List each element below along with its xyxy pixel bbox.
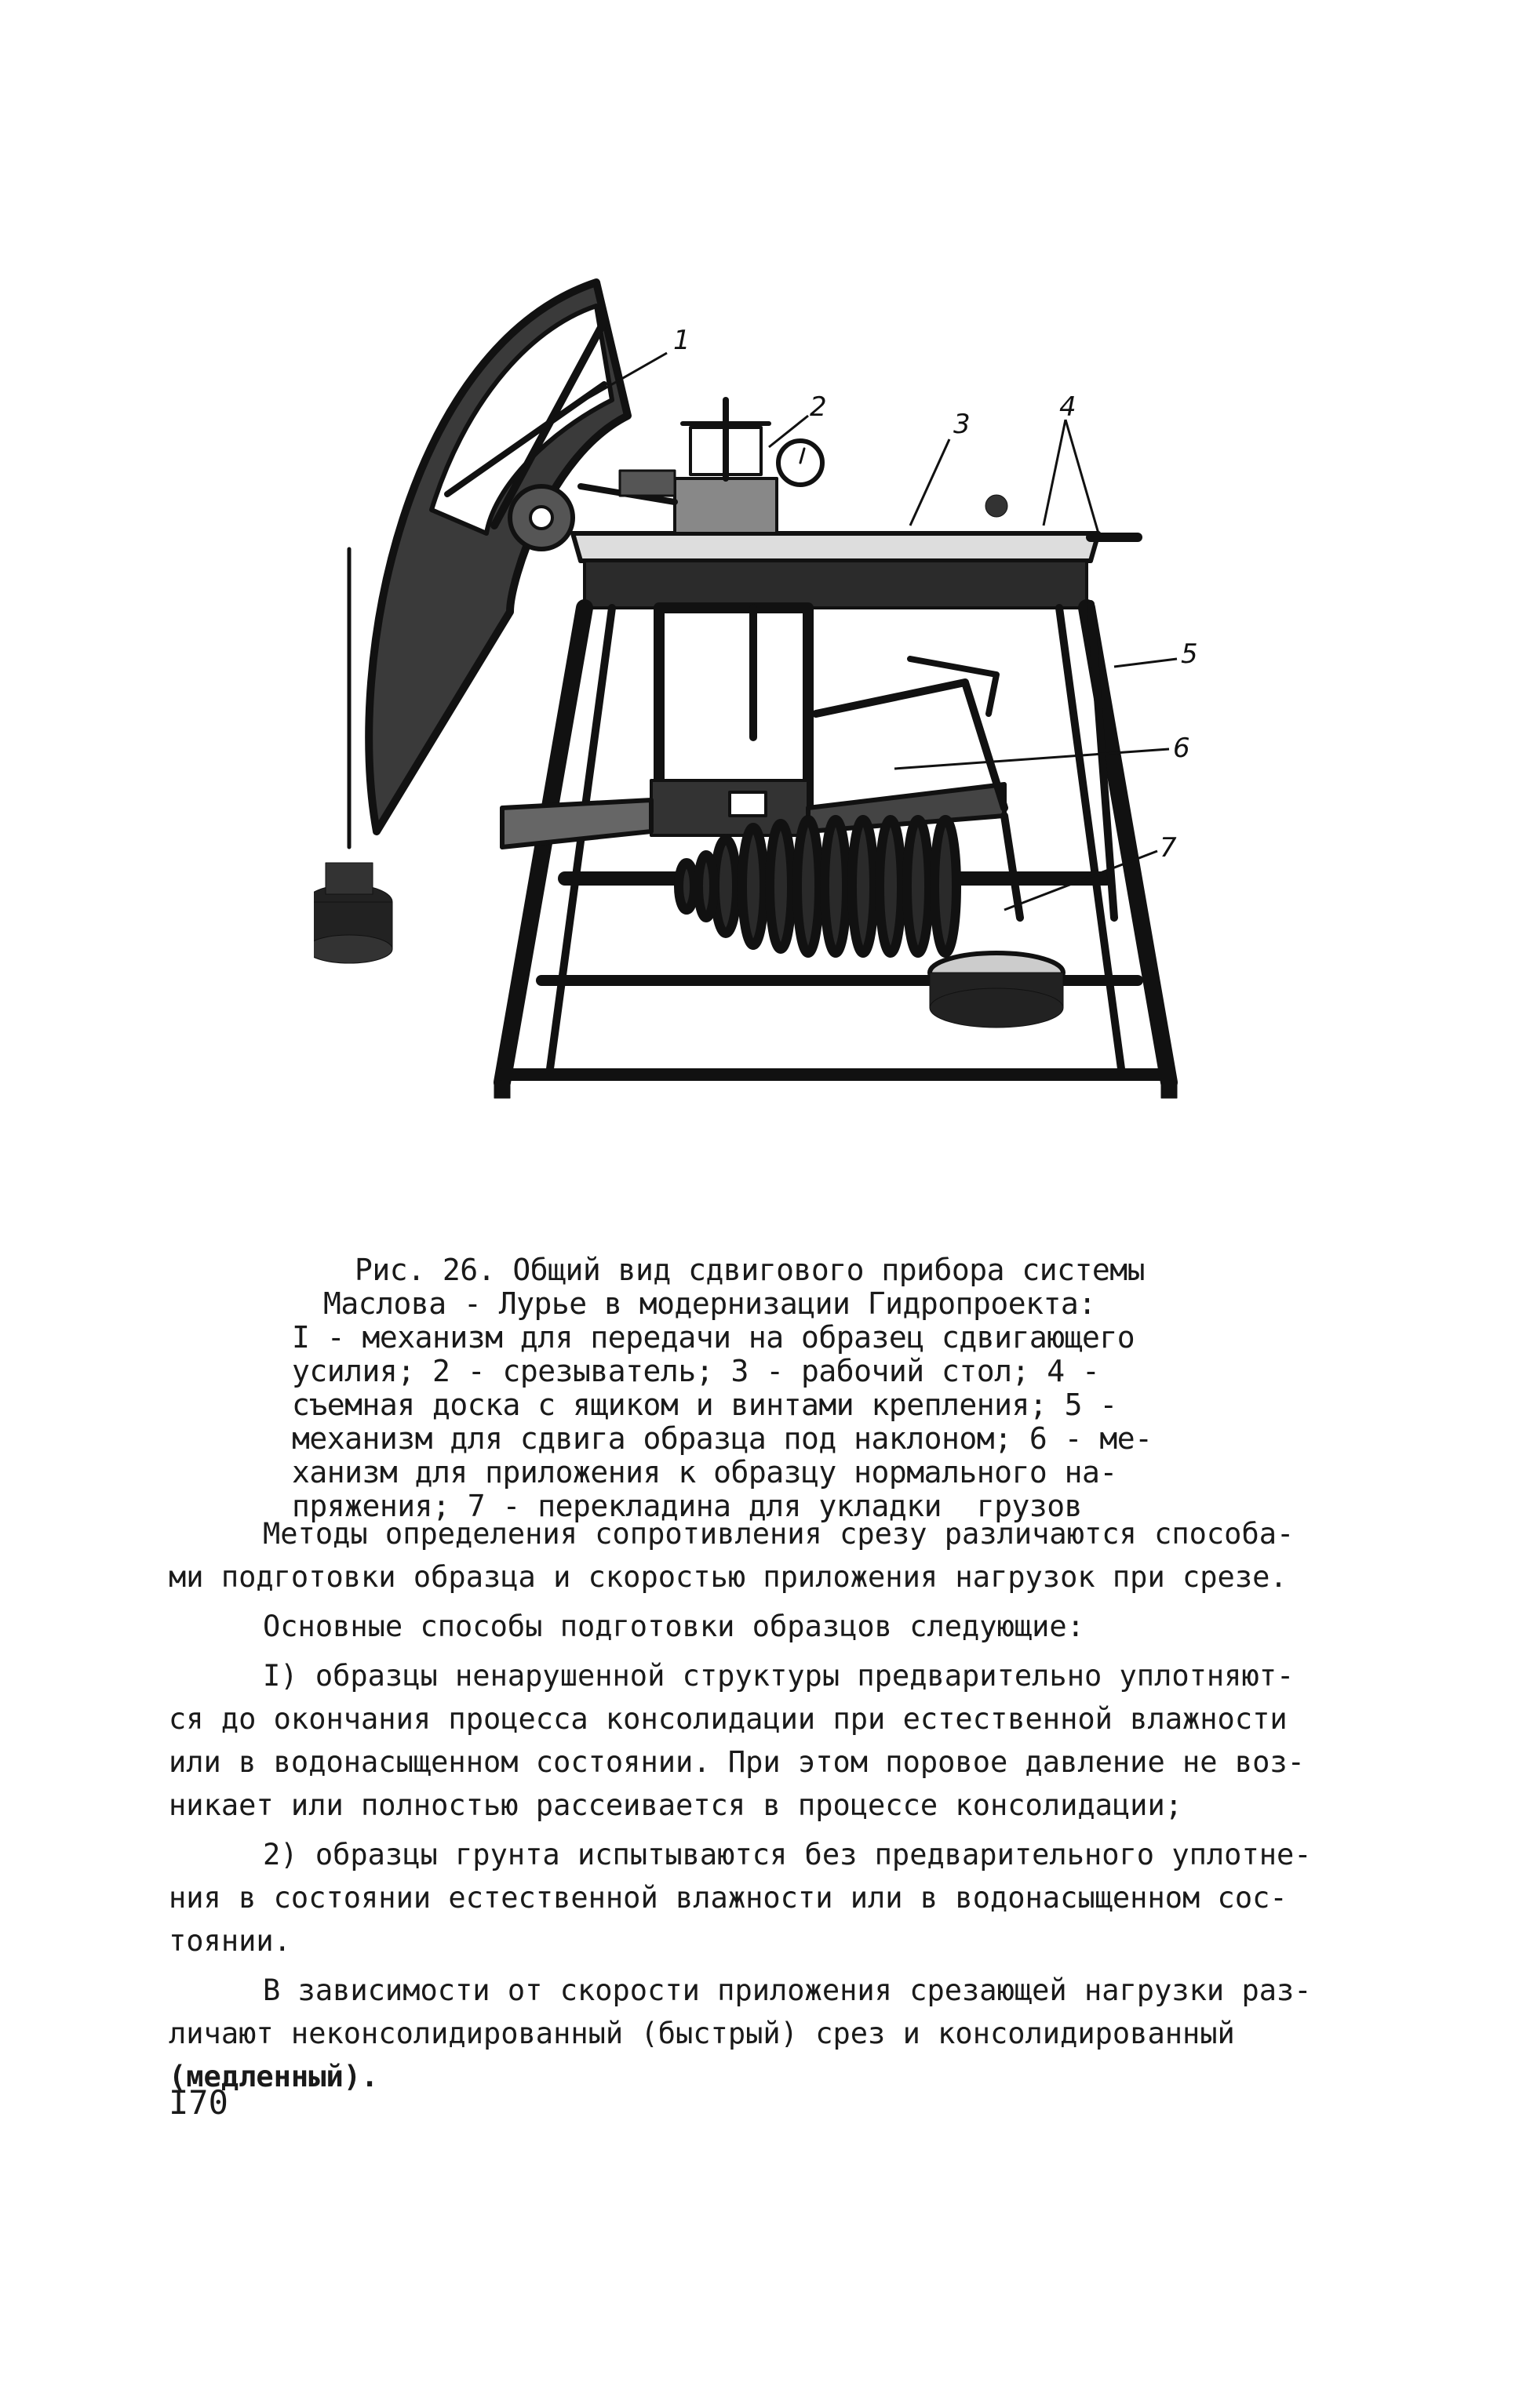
- text-line: личают неконсолидированный (быстрый) срез и консолидированный: [169, 2017, 1235, 2050]
- apparatus-figure: [314, 267, 1208, 1247]
- text-line: I) образцы ненарушенной структуры предварительно уплотняют-: [263, 1659, 1295, 1693]
- text-line: или в водонасыщенном состоянии. При этом поровое давление не воз-: [169, 1745, 1305, 1779]
- caption-line: Маслова - Лурье в модернизации Гидропроекта:: [323, 1286, 1096, 1321]
- caption-line: механизм для сдвига образца под наклоном; 6 - ме-: [292, 1421, 1153, 1456]
- figure-label-5: 5: [1181, 638, 1198, 670]
- paragraph: [169, 1512, 1377, 1599]
- page-number: I70: [169, 2083, 228, 2122]
- caption-line: ханизм для приложения к образцу нормального на-: [292, 1455, 1117, 1490]
- text-line: (медленный).: [169, 2060, 379, 2093]
- text-line: ми подготовки образца и скоростью приложения нагрузок при срезе.: [169, 1560, 1288, 1594]
- text-line: ния в состоянии естественной влажности или в водонасыщенном сос-: [169, 1881, 1288, 1915]
- text-line: 2) образцы грунта испытываются без предварительного уплотне-: [263, 1838, 1312, 1871]
- figure-caption: [292, 1253, 1241, 1523]
- paragraph: [169, 1605, 1377, 1648]
- caption-line: усилия; 2 - срезыватель; 3 - рабочий стол; 4 -: [292, 1354, 1100, 1388]
- figure-label-3: 3: [953, 409, 971, 440]
- text-line: Основные способы подготовки образцов следующие:: [263, 1610, 1084, 1643]
- figure-label-7: 7: [1160, 832, 1177, 864]
- figure-label-4: 4: [1059, 391, 1076, 423]
- text-line: ся до окончания процесса консолидации при естественной влажности: [169, 1702, 1288, 1736]
- text-line: тоянии.: [169, 1924, 291, 1958]
- shear-apparatus-illustration: [314, 267, 1208, 1247]
- text-line: В зависимости от скорости приложения срезающей нагрузки раз-: [263, 1973, 1312, 2007]
- figure-label-1: 1: [673, 325, 690, 356]
- paragraph: [169, 1654, 1377, 1827]
- paragraph: [169, 1833, 1377, 1962]
- caption-line: пряжения; 7 - перекладина для укладки грузов: [292, 1489, 1083, 1523]
- figure-label-2: 2: [810, 391, 827, 423]
- paragraph: [169, 1969, 1377, 2098]
- caption-line: съемная доска с ящиком и винтами крепления; 5 -: [292, 1388, 1117, 1422]
- caption-line: I - механизм для передачи на образец сдвигающего: [292, 1320, 1135, 1355]
- caption-line: Рис. 26. Общий вид сдвигового прибора системы: [355, 1253, 1146, 1287]
- text-line: никает или полностью рассеивается в процессе консолидации;: [169, 1788, 1183, 1822]
- figure-label-6: 6: [1173, 733, 1190, 764]
- body-text: [169, 1512, 1377, 2104]
- text-line: Методы определения сопротивления срезу различаются способа-: [263, 1517, 1295, 1551]
